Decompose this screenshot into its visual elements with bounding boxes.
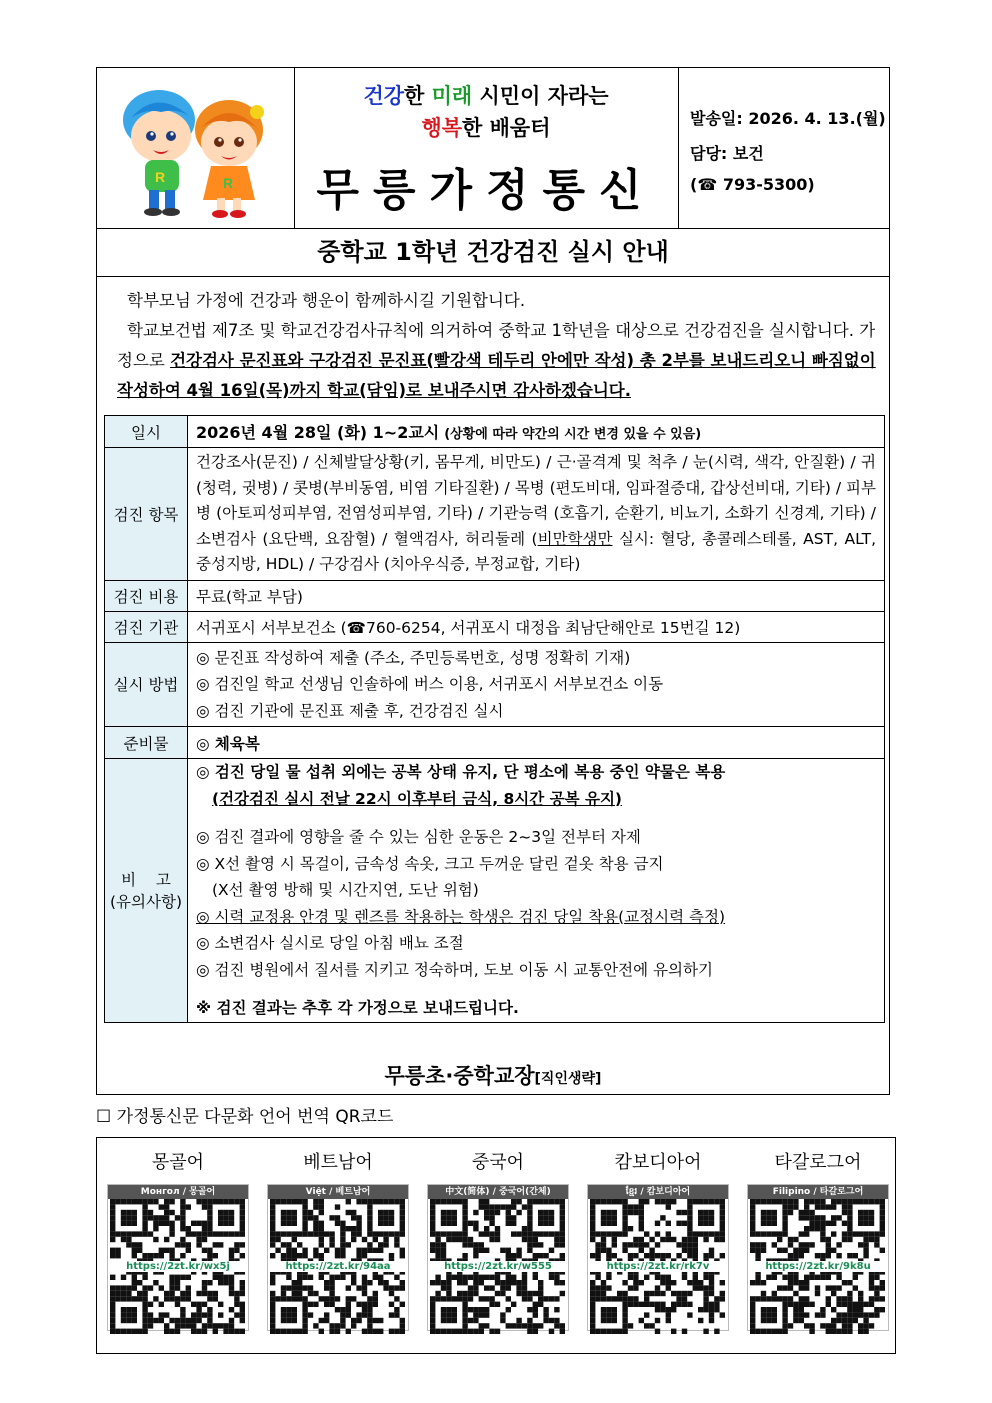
signature-note: [직인생략] [534,1071,602,1087]
qr-section [96,1137,896,1354]
svg-text:R: R [223,175,234,191]
qr-url[interactable]: https://2zt.kr/rk7v [588,1261,728,1272]
qr-band-label: Việt / 베트남어 [268,1185,408,1199]
note-item: ◎ 소변검사 실시로 당일 아침 배뇨 조절 [196,934,464,952]
qr-band-label: Монгол / 몽골어 [108,1185,248,1199]
cost-value: 무료(학교 부담) [188,580,885,611]
date-note: (상황에 따라 약간의 시간 변경 있을 수 있음) [444,427,702,442]
header [97,68,889,229]
qr-section-title: ☐ 가정통신문 다문화 언어 번역 QR코드 [96,1107,394,1127]
qr-card[interactable] [267,1184,409,1331]
qr-card[interactable] [107,1184,249,1331]
qr-item[interactable] [583,1138,733,1331]
qr-language-label: 중국어 [471,1152,525,1173]
slogan-segment: 한 배움터 [462,116,551,140]
notes-label-cell [105,759,188,1023]
row-method [105,642,885,727]
date-label: 일시 [105,416,188,448]
row-prep [105,727,885,759]
intro-emphasis: 건강검사 문진표와 구강검진 문진표(빨강색 테두리 안에만 작성) 총 2부를 보내드리오니 빠짐없이 작성하여 4월 16일(목)까지 학교(담임)로 보내주시면 감사하겠습니다. [117,351,876,400]
send-date: 발송일: 2026. 4. 13.(월) [690,109,886,128]
qr-language-label: 타갈로그어 [774,1152,862,1173]
date-cell [188,416,885,448]
method-item: ◎ 검진 기관에 문진표 제출 후, 건강검진 실시 [196,701,504,720]
prep-value: ◎ 체육복 [188,727,885,759]
qr-url[interactable]: https://2zt.kr/w555 [428,1261,568,1272]
qr-card[interactable] [587,1184,729,1331]
intro-text [117,286,882,406]
method-item: ◎ 검진일 학교 선생님 인솔하에 버스 이용, 서귀포시 서부보건소 이동 [196,675,664,693]
method-list [188,642,885,727]
row-org [105,611,885,642]
slogan-segment: 한 [404,84,432,108]
slogan-segment: 건강 [363,84,405,108]
signature [97,1060,889,1090]
note-item: ◎ X선 촬영 시 목걸이, 금속성 속옷, 크고 두꺼운 달린 겉옷 착용 금지 [196,854,664,873]
items-cell [188,448,885,581]
phone: (☎ 793-5300) [690,175,815,194]
qr-item[interactable] [423,1138,573,1331]
note-item: (X선 촬영 방해 및 시간지연, 도난 위험) [212,881,479,899]
prep-label: 준비물 [105,727,188,759]
intro-paragraph [117,316,882,406]
method-label: 실시 방법 [105,642,188,727]
row-notes [105,759,885,1023]
qr-band-label: 中文(简体) / 중국어(간체) [428,1185,568,1199]
org-label: 검진 기관 [105,611,188,642]
header-meta [678,68,891,228]
qr-band-label: Filipino / 타갈로그어 [748,1185,888,1199]
method-item: ◎ 문진표 작성하여 제출 (주소, 주민등록번호, 성명 정확히 기재) [196,648,631,667]
row-date [105,416,885,448]
intro-plain: 학교보건법 제7조 및 학교건강검사규칙에 의거하여 중학교 1학년을 대상으로 건강검진을 실시합니다. 가정으로 [117,321,876,370]
qr-item[interactable] [103,1138,253,1331]
items-obese-open: ( [531,529,538,548]
note-glasses: ◎ 시력 교정용 안경 및 렌즈를 착용하는 학생은 검진 당일 착용(교정시력 측정) [196,907,726,926]
slogan-segment: 행복 [421,116,463,140]
note-fasting-detail: (건강검진 실시 전날 22시 이후부터 금식, 8시간 공복 유지) [212,789,623,808]
org-value: 서귀포시 서부보건소 (☎760-6254, 서귀포시 대정읍 최남단해안로 15번길 12) [188,611,885,642]
manager: 담당: 보건 [690,144,764,163]
qr-language-label: 베트남어 [303,1152,373,1173]
qr-language-label: 몽골어 [151,1152,205,1173]
qr-url[interactable]: https://2zt.kr/wx5j [108,1261,248,1272]
slogan-segment: 시민이 자라는 [472,84,609,108]
slogan-line-1 [294,80,678,110]
cost-label: 검진 비용 [105,580,188,611]
qr-band-label: ខ្មែរ / 캄보디아어 [588,1185,728,1199]
info-table [104,415,885,1023]
notice-subtitle: 중학교 1학년 건강검진 실시 안내 [97,228,889,277]
items-obese: 비만학생만 [537,529,613,548]
note-fasting: ◎ 검진 당일 물 섭취 외에는 공복 상태 유지, 단 평소에 복용 중인 약물은 복용 [196,763,726,781]
qr-item[interactable] [263,1138,413,1331]
qr-url[interactable]: https://2zt.kr/9k8u [748,1261,888,1272]
signature-name: 무릉초·중학교장 [384,1064,535,1088]
intro-line-1: 학부모님 가정에 건강과 행운이 함께하시길 기원합니다. [127,291,526,310]
newsletter-frame [96,67,890,1095]
qr-item[interactable] [743,1138,893,1331]
qr-card[interactable] [427,1184,569,1331]
slogan-line-2 [294,112,678,142]
slogan-segment: 미래 [431,84,473,108]
mascot-logo [97,68,295,228]
note-final: ※ 검진 결과는 추후 각 가정으로 보내드립니다. [196,999,519,1017]
header-title-block [294,68,679,228]
notes-label-sub: (유의사항) [110,893,182,912]
row-cost [105,580,885,611]
date-value: 2026년 4월 28일 (화) 1~2교시 [196,423,440,442]
note-item: ◎ 검진 결과에 영향을 줄 수 있는 심한 운동은 2~3일 전부터 자제 [196,828,641,846]
notes-label: 비 고 [121,871,171,890]
notes-list [188,759,885,1023]
items-obese-rest: 실시: 혈당, 총콜레스테롤, AST, ALT, 중성지방, HDL) / 구강검사 (치아우식증, 부정교합, 기타) [196,529,876,573]
note-item: ◎ 검진 병원에서 질서를 지키고 정숙하며, 도보 이동 시 교통안전에 유의하기 [196,960,713,979]
row-items [105,448,885,581]
svg-text:R: R [155,169,166,185]
newsletter-title: 무릉가정통신 [316,165,656,216]
qr-card[interactable] [747,1184,889,1331]
items-label: 검진 항목 [105,448,188,581]
kids-mascot-icon [97,68,294,228]
qr-language-label: 캄보디아어 [614,1152,702,1173]
items-value: 건강조사(문진) / 신체발달상황(키, 몸무게, 비만도) / 근·골격계 및 척추 / 눈(시력, 색각, 안질환) / 귀 (청력, 귓병) / 콧병(부비동염, 비염 기타질환) / 목병 (편도비대, 임파절증대, 갑상선비대, 기타) / 피부병 (아토피성피부염, 전염성피부염, 기타) / 기관능력 (호흡기, 순환기, 비뇨기, 소화기 신경계, 기타) / 소변검사 (요단백, 요잠혈) / 혈액검사, 허리둘레 [196,453,876,548]
qr-url[interactable]: https://2zt.kr/94aa [268,1261,408,1272]
